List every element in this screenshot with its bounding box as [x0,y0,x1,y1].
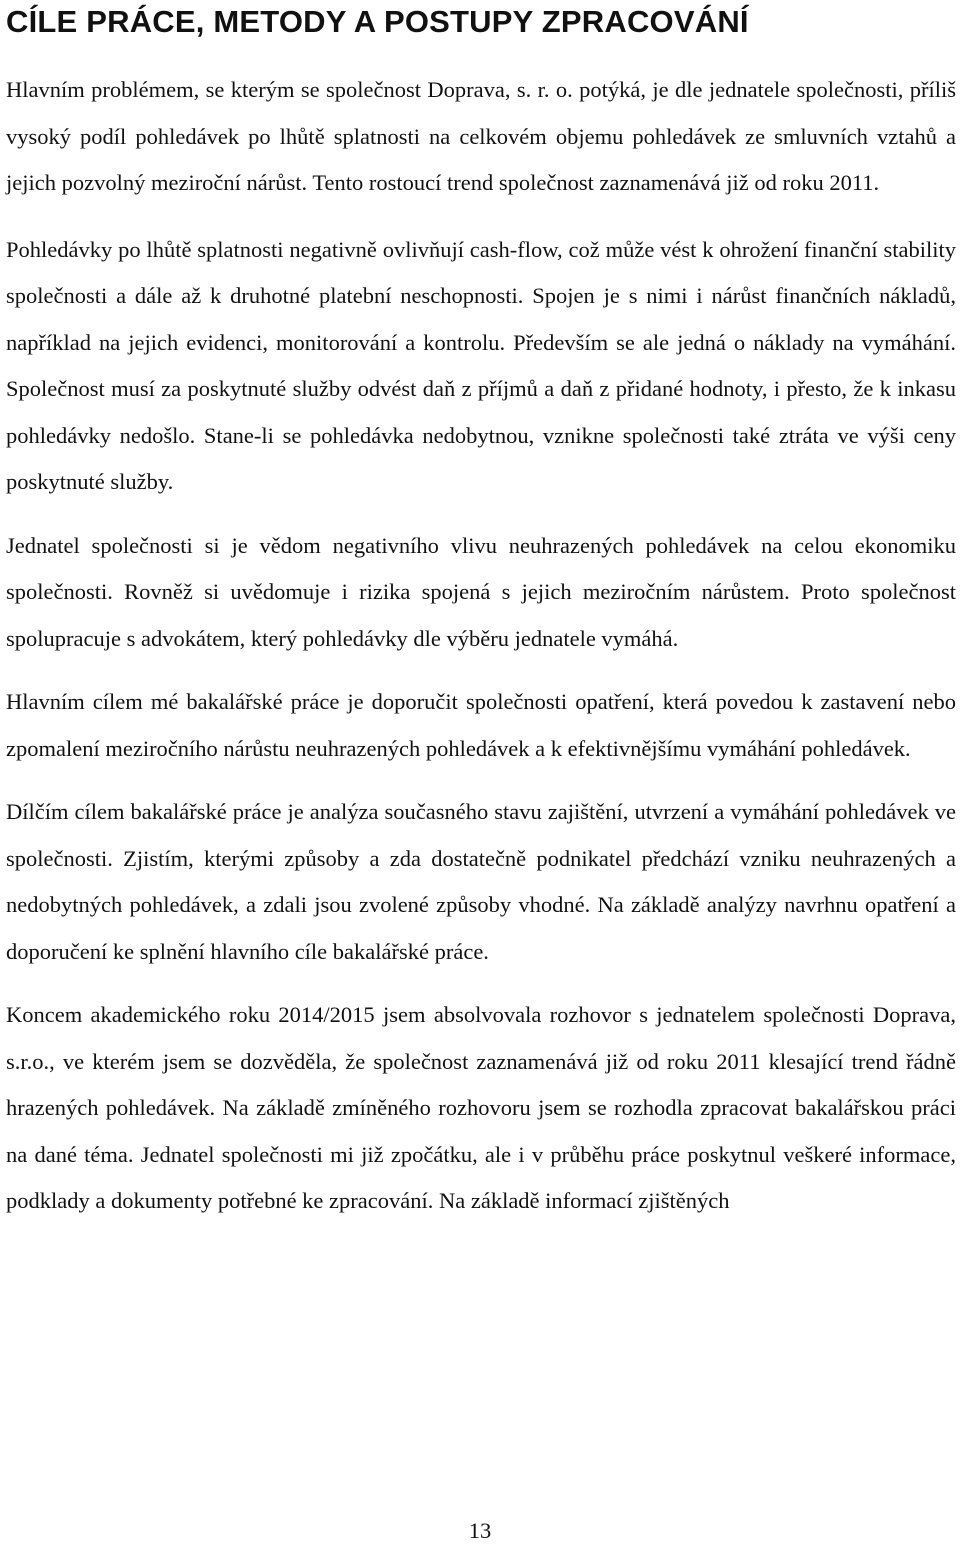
document-page [6,0,956,1225]
paragraph-methodology: Koncem akademického roku 2014/2015 jsem absolvovala rozhovor s jednatelem společnosti Doprava, s.r.o., ve kterém jsem se dozvěděla, že společnost zaznamenává již od roku 2011 klesající trend řádně hrazených pohledávek. Na základě zmíněného rozhovoru jsem se rozhodla zpracovat bakalářskou práci na dané téma. Jednatel společnosti mi již zpočátku, ale i v průběhu práce poskytnul veškeré informace, podklady a dokumenty potřebné ke zpracování. Na základě informací zjištěných [6,1002,956,1213]
paragraph-main-problem: Hlavním problémem, se kterým se společnost Doprava, s. r. o. potýká, je dle jednatele společnosti, příliš vysoký podíl pohledávek po lhůtě splatnosti na celkovém objemu pohledávek ze smluvních vztahů a jejich pozvolný meziroční nárůst. Tento rostoucí trend společnost zaznamenává již od roku 2011. [6,77,956,195]
paragraph-executive-awareness: Jednatel společnosti si je vědom negativního vlivu neuhrazených pohledávek na celou ekonomiku společnosti. Rovněž si uvědomuje i rizika spojená s jejich meziročním nárůstem. Proto společnost spolupracuje s advokátem, který pohledávky dle výběru jednatele vymáhá. [6,532,956,651]
paragraph-main-goal: Hlavním cílem mé bakalářské práce je doporučit společnosti opatření, která povedou k zastavení nebo zpomalení meziročního nárůstu neuhrazených pohledávek a k efektivnějšímu vymáhání pohledávek. [6,689,956,761]
section-heading: CÍLE PRÁCE, METODY A POSTUPY ZPRACOVÁNÍ [6,4,749,39]
paragraph-partial-goal: Dílčím cílem bakalářské práce je analýza současného stavu zajištění, utvrzení a vymáhání pohledávek ve společnosti. Zjistím, kterými způsoby a zda dostatečně podnikatel předchází vzniku neuhrazených a nedobytných pohledávek, a zdali jsou zvolené způsoby vhodné. Na základě analýzy navrhnu opatření a doporučení ke splnění hlavního cíle bakalářské práce. [6,799,956,964]
page-number: 13 [468,1518,492,1543]
paragraph-cash-flow-impact: Pohledávky po lhůtě splatnosti negativně ovlivňují cash-flow, což může vést k ohrožení finanční stability společnosti a dále až k druhotné platební neschopnosti. Spojen je s nimi i nárůst finančních nákladů, například na jejich evidenci, monitorování a kontrolu. Především se ale jedná o náklady na vymáhání. Společnost musí za poskytnuté služby odvést daň z příjmů a daň z přidané hodnoty, i přesto, že k inkasu pohledávky nedošlo. Stane-li se pohledávka nedobytnou, vznikne společnosti také ztráta ve výši ceny poskytnuté služby. [6,236,956,494]
